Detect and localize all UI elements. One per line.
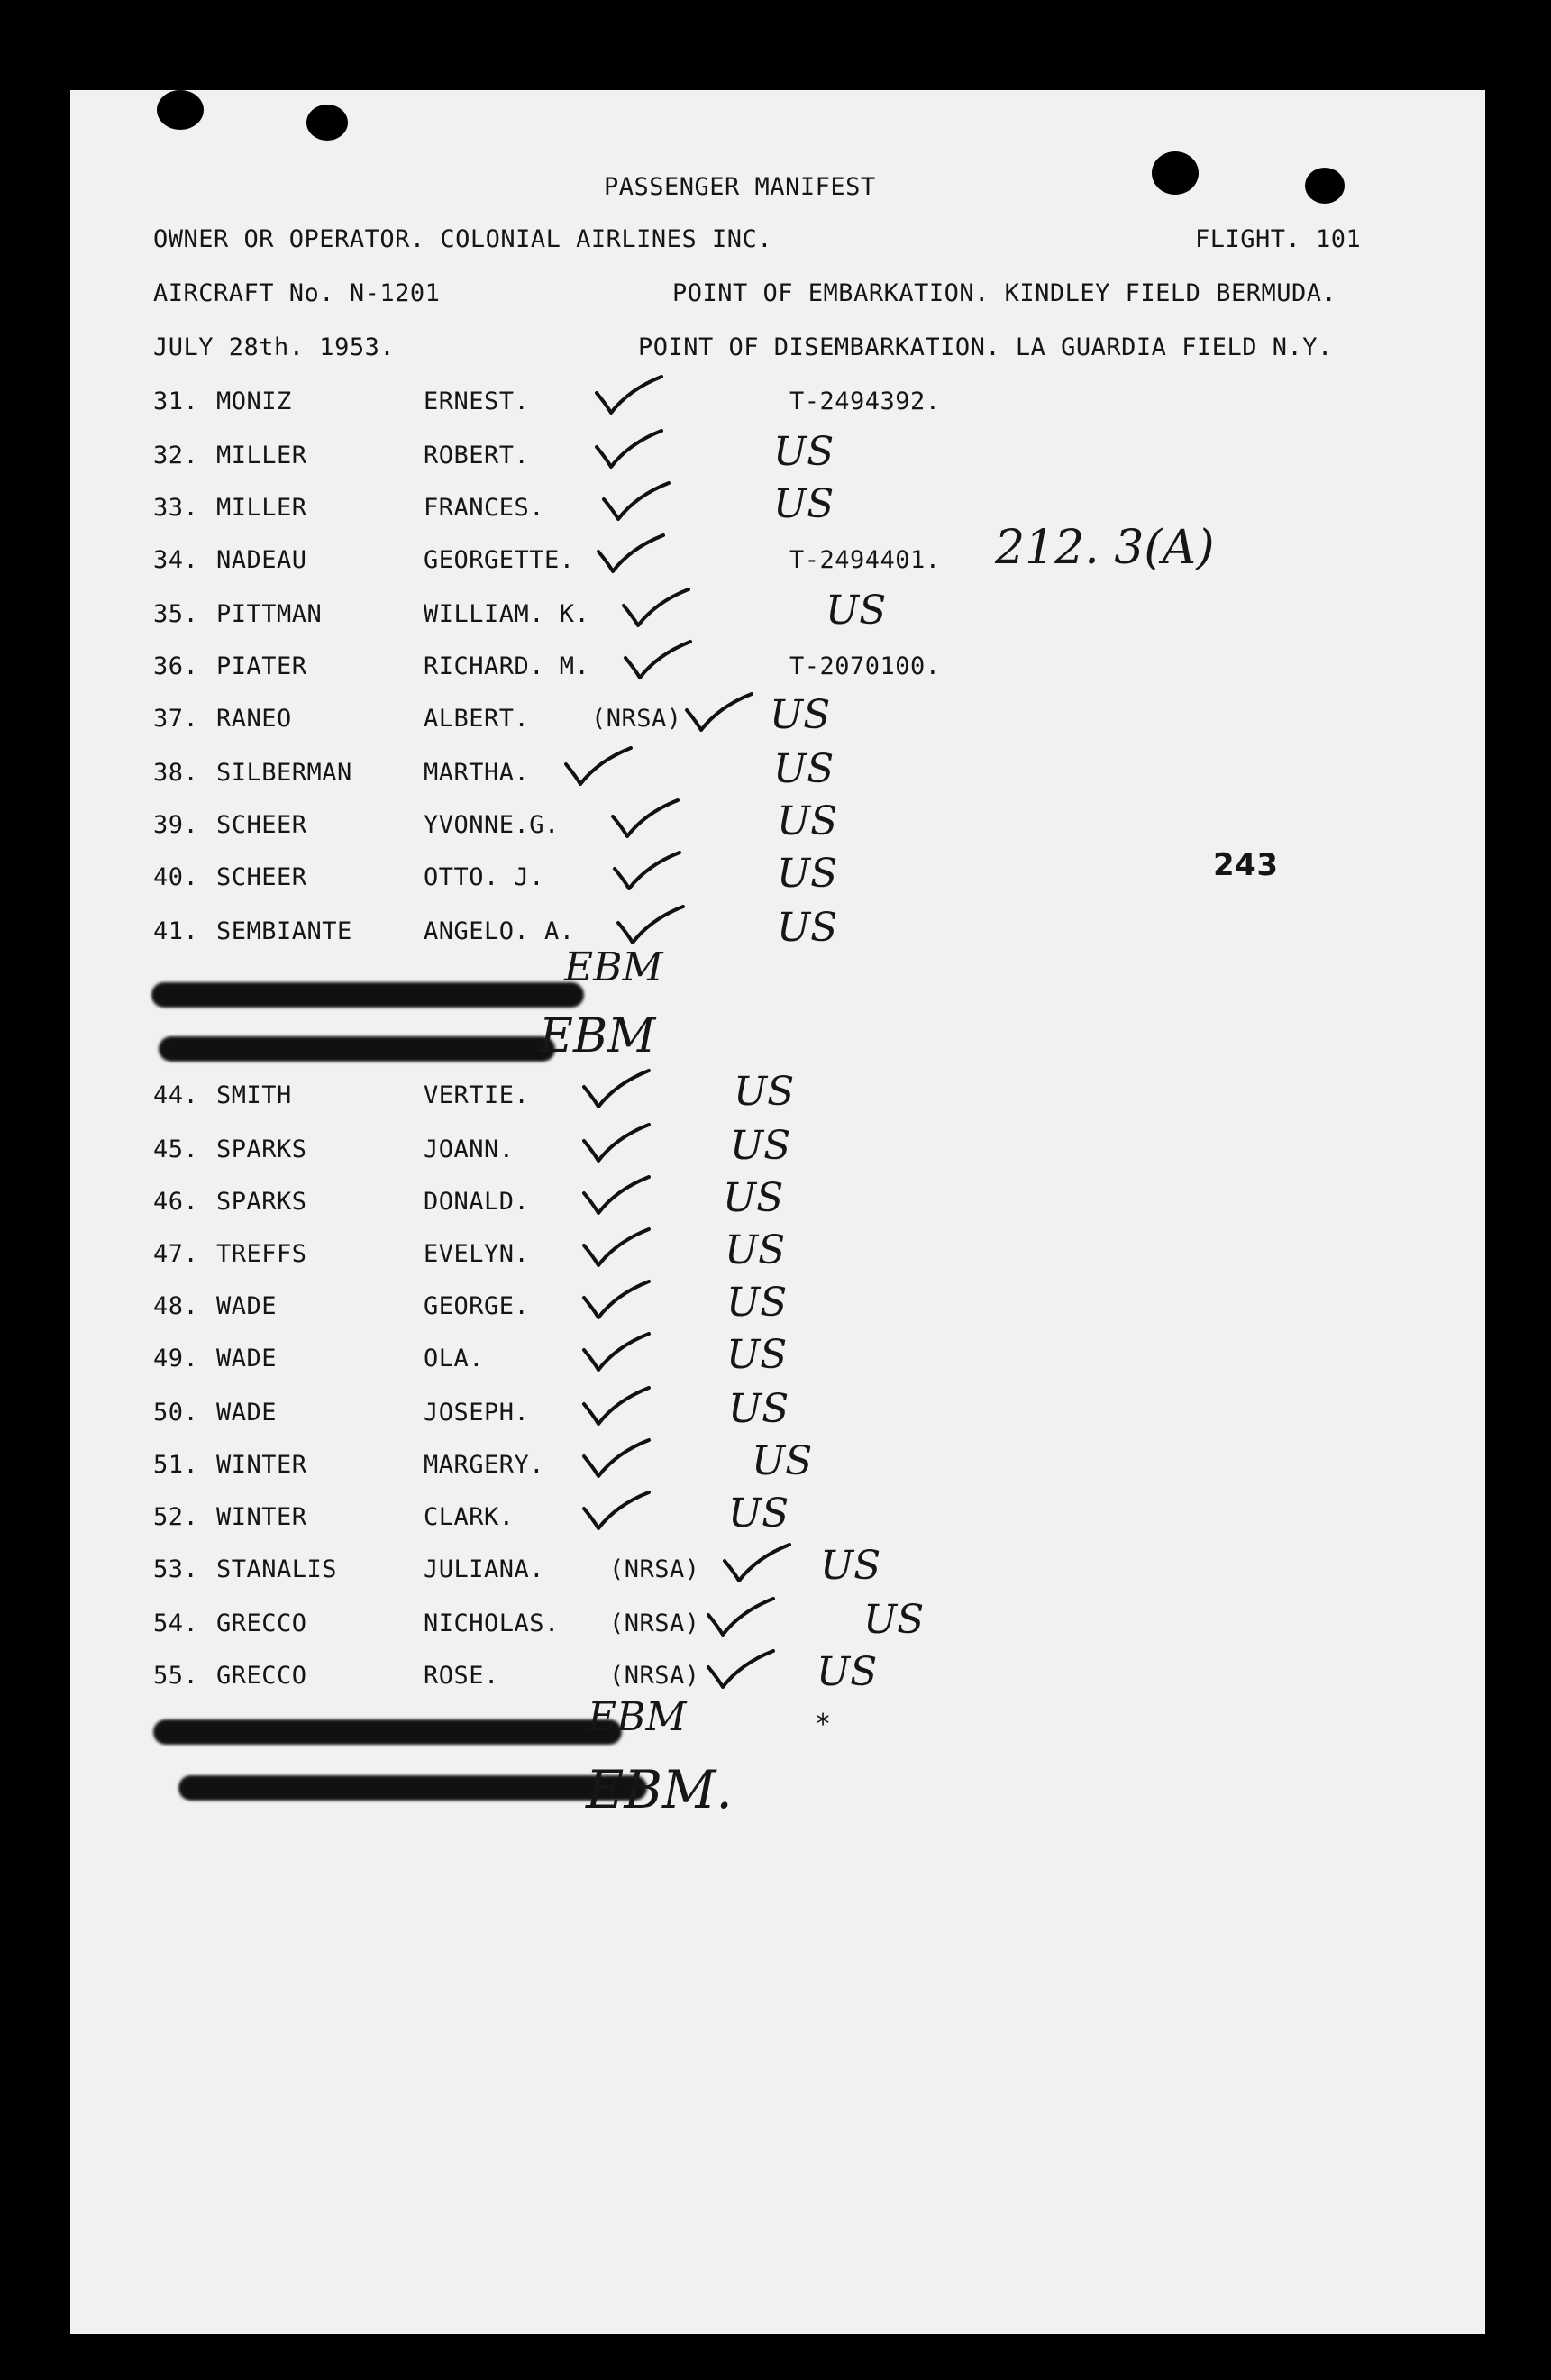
passenger-surname: WADE	[216, 1399, 278, 1427]
passenger-given-name: FRANCES.	[424, 494, 545, 522]
us-annotation: US	[773, 429, 835, 475]
us-annotation: US	[817, 1649, 878, 1695]
passenger-surname: MILLER	[216, 442, 307, 470]
passenger-surname: MILLER	[216, 494, 307, 522]
check-mark-icon	[721, 1541, 793, 1586]
check-mark-icon	[562, 744, 634, 789]
check-mark-icon	[580, 1384, 652, 1429]
passenger-given-name: MARTHA.	[424, 759, 530, 787]
passenger-given-name: ROBERT.	[424, 442, 530, 470]
nrsa-note: (NRSA)	[609, 1662, 700, 1690]
asterisk-mark: *	[815, 1709, 832, 1740]
check-mark-icon	[580, 1330, 652, 1375]
passenger-surname: WADE	[216, 1292, 278, 1320]
passenger-surname: TREFFS	[216, 1240, 307, 1268]
check-mark-icon	[593, 427, 665, 472]
struck-initials-42: EBM	[564, 944, 663, 990]
passenger-given-name: DONALD.	[424, 1188, 530, 1216]
punch-hole-left	[157, 90, 204, 130]
manifest-page	[70, 90, 1485, 2334]
check-mark-icon	[611, 849, 683, 894]
passenger-given-name: ROSE.	[424, 1662, 499, 1690]
us-annotation: US	[728, 1491, 789, 1537]
passenger-number: 53.	[153, 1555, 199, 1583]
annotation-212-3a: 212. 3(A)	[995, 521, 1215, 575]
passenger-number: 32.	[153, 442, 199, 470]
passenger-surname: SCHEER	[216, 811, 307, 839]
aircraft-number: AIRCRAFT No. N-1201	[153, 279, 441, 307]
passenger-surname: SILBERMAN	[216, 759, 352, 787]
passenger-surname: GRECCO	[216, 1662, 307, 1690]
us-annotation: US	[777, 905, 838, 951]
passenger-surname: STANALIS	[216, 1555, 338, 1583]
passenger-number: 35.	[153, 600, 199, 628]
check-mark-icon	[580, 1173, 652, 1218]
check-mark-icon	[593, 373, 665, 418]
punch-hole-right	[1152, 151, 1199, 195]
passenger-given-name: ALBERT.	[424, 705, 530, 733]
struck-line-56	[153, 1719, 622, 1745]
passenger-number: 51.	[153, 1451, 199, 1479]
us-annotation: US	[773, 481, 835, 527]
check-mark-icon	[580, 1436, 652, 1482]
passenger-number: 50.	[153, 1399, 199, 1427]
struck-initials-56: EBM	[588, 1694, 687, 1740]
passenger-number: 48.	[153, 1292, 199, 1320]
passenger-surname: SEMBIANTE	[216, 917, 352, 945]
us-annotation: US	[777, 798, 838, 844]
passenger-given-name: CLARK.	[424, 1503, 515, 1531]
punch-hole-right-2	[1305, 168, 1345, 204]
us-annotation: US	[820, 1543, 881, 1589]
passenger-surname: SPARKS	[216, 1188, 307, 1216]
nrsa-note: (NRSA)	[591, 705, 682, 733]
us-annotation: US	[723, 1175, 784, 1221]
check-mark-icon	[609, 797, 681, 842]
passenger-given-name: NICHOLAS.	[424, 1609, 560, 1637]
point-of-embarkation: POINT OF EMBARKATION. KINDLEY FIELD BERMUDA.	[672, 279, 1337, 307]
ticket-reference: T-2494401.	[789, 546, 941, 574]
passenger-number: 40.	[153, 863, 199, 891]
passenger-surname: PITTMAN	[216, 600, 323, 628]
check-mark-icon	[705, 1647, 777, 1692]
check-mark-icon	[580, 1278, 652, 1323]
check-mark-icon	[595, 532, 667, 577]
check-mark-icon	[622, 638, 694, 683]
passenger-given-name: OTTO. J.	[424, 863, 545, 891]
passenger-surname: SPARKS	[216, 1135, 307, 1163]
passenger-given-name: RICHARD. M.	[424, 652, 590, 680]
passenger-surname: MONIZ	[216, 388, 292, 415]
passenger-given-name: JOANN.	[424, 1135, 515, 1163]
passenger-given-name: GEORGETTE.	[424, 546, 575, 574]
owner-operator: OWNER OR OPERATOR. COLONIAL AIRLINES INC.	[153, 225, 772, 253]
passenger-surname: NADEAU	[216, 546, 307, 574]
nrsa-note: (NRSA)	[609, 1609, 700, 1637]
passenger-number: 45.	[153, 1135, 199, 1163]
passenger-number: 46.	[153, 1188, 199, 1216]
nrsa-note: (NRSA)	[609, 1555, 700, 1583]
passenger-given-name: YVONNE.G.	[424, 811, 560, 839]
us-annotation: US	[770, 692, 831, 738]
passenger-number: 41.	[153, 917, 199, 945]
struck-line-57	[178, 1775, 647, 1801]
us-annotation: US	[863, 1597, 925, 1643]
passenger-number: 39.	[153, 811, 199, 839]
passenger-surname: WINTER	[216, 1503, 307, 1531]
passenger-given-name: GEORGE.	[424, 1292, 530, 1320]
ticket-reference: T-2494392.	[789, 388, 941, 415]
us-annotation: US	[726, 1280, 788, 1326]
passenger-given-name: WILLIAM. K.	[424, 600, 590, 628]
page-stamp: 243	[1213, 847, 1279, 883]
passenger-number: 49.	[153, 1345, 199, 1372]
passenger-surname: GRECCO	[216, 1609, 307, 1637]
passenger-surname: PIATER	[216, 652, 307, 680]
check-mark-icon	[580, 1489, 652, 1534]
us-annotation: US	[734, 1069, 795, 1115]
check-mark-icon	[580, 1226, 652, 1271]
ticket-reference: T-2070100.	[789, 652, 941, 680]
check-mark-icon	[705, 1595, 777, 1640]
check-mark-icon	[615, 903, 687, 948]
struck-initials-43: EBM	[539, 1009, 656, 1063]
us-annotation: US	[752, 1438, 813, 1484]
passenger-given-name: ANGELO. A.	[424, 917, 575, 945]
struck-initials-57: EBM.	[586, 1759, 733, 1820]
passenger-number: 47.	[153, 1240, 199, 1268]
passenger-surname: SMITH	[216, 1081, 292, 1109]
flight-number: FLIGHT. 101	[1195, 225, 1362, 253]
passenger-number: 31.	[153, 388, 199, 415]
passenger-surname: RANEO	[216, 705, 292, 733]
passenger-number: 37.	[153, 705, 199, 733]
struck-line-43	[159, 1036, 555, 1062]
manifest-date: JULY 28th. 1953.	[153, 333, 396, 361]
us-annotation: US	[773, 746, 835, 792]
check-mark-icon	[620, 586, 692, 631]
passenger-number: 44.	[153, 1081, 199, 1109]
passenger-number: 55.	[153, 1662, 199, 1690]
us-annotation: US	[726, 1332, 788, 1378]
passenger-surname: SCHEER	[216, 863, 307, 891]
us-annotation: US	[728, 1386, 789, 1432]
check-mark-icon	[580, 1121, 652, 1166]
passenger-given-name: ERNEST.	[424, 388, 530, 415]
passenger-surname: WADE	[216, 1345, 278, 1372]
us-annotation: US	[725, 1227, 786, 1273]
us-annotation: US	[777, 851, 838, 897]
passenger-given-name: EVELYN.	[424, 1240, 530, 1268]
passenger-surname: WINTER	[216, 1451, 307, 1479]
us-annotation: US	[730, 1123, 791, 1169]
passenger-given-name: JULIANA.	[424, 1555, 545, 1583]
passenger-given-name: JOSEPH.	[424, 1399, 530, 1427]
passenger-number: 38.	[153, 759, 199, 787]
manifest-title: PASSENGER MANIFEST	[604, 173, 876, 201]
check-mark-icon	[580, 1067, 652, 1112]
check-mark-icon	[683, 690, 755, 735]
passenger-number: 52.	[153, 1503, 199, 1531]
struck-line-42	[151, 982, 584, 1008]
us-annotation: US	[826, 588, 887, 634]
passenger-number: 36.	[153, 652, 199, 680]
passenger-given-name: OLA.	[424, 1345, 485, 1372]
passenger-given-name: MARGERY.	[424, 1451, 545, 1479]
check-mark-icon	[600, 479, 672, 524]
passenger-number: 33.	[153, 494, 199, 522]
passenger-number: 54.	[153, 1609, 199, 1637]
punch-hole-left-2	[306, 105, 348, 141]
passenger-given-name: VERTIE.	[424, 1081, 530, 1109]
passenger-number: 34.	[153, 546, 199, 574]
point-of-disembarkation: POINT OF DISEMBARKATION. LA GUARDIA FIELD N.Y.	[638, 333, 1333, 361]
